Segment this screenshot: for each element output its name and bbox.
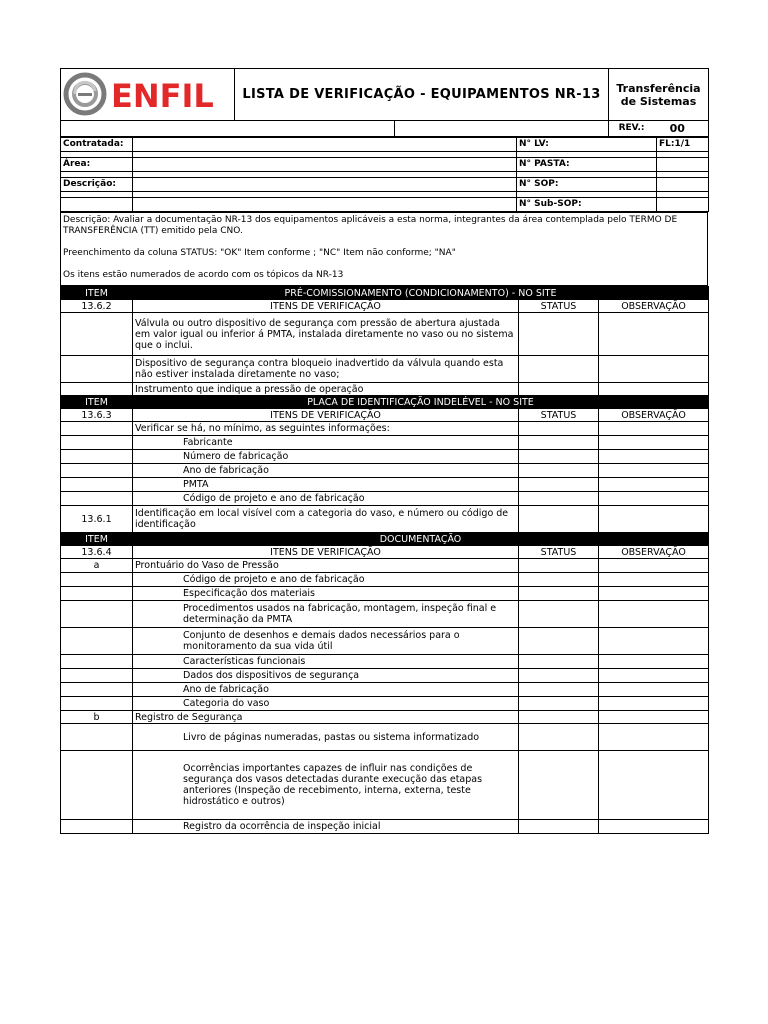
table-row: Dispositivo de segurança contra bloqueio inadvertido da válvula quando esta não estiver instalada diretamente no vaso;: [61, 356, 709, 383]
table-row: PMTA: [61, 478, 709, 492]
status-cell[interactable]: [519, 559, 599, 573]
header-table: [60, 68, 709, 137]
status-cell[interactable]: [519, 751, 599, 820]
contratada-label: Contratada:: [61, 138, 133, 152]
enfil-emblem-icon: [66, 75, 104, 113]
checklist-sheet: [60, 68, 708, 834]
section-header-placa: ITEM PLACA DE IDENTIFICAÇÃO INDELÉVEL - NO SITE: [61, 396, 709, 409]
observation-cell[interactable]: [599, 711, 709, 724]
section-header-precomissionamento: ITEM PRÉ-COMISSIONAMENTO (CONDICIONAMENTO) - NO SITE: [61, 287, 709, 300]
enfil-wordmark: ENFIL: [111, 77, 214, 115]
table-row: Características funcionais: [61, 655, 709, 669]
observation-cell[interactable]: [599, 669, 709, 683]
observation-cell[interactable]: [599, 464, 709, 478]
observation-cell[interactable]: [599, 587, 709, 601]
observation-cell[interactable]: [599, 628, 709, 655]
status-cell[interactable]: [519, 313, 599, 356]
extra-field[interactable]: [133, 198, 517, 212]
description-text: Descrição: Avaliar a documentação NR-13 dos equipamentos aplicáveis a esta norma, integrantes da área contemplada pelo TERMO DE TRANSFERÊNCIA (TT) emitido pela CNO.: [63, 215, 678, 236]
table-row: Livro de páginas numeradas, pastas ou sistema informatizado: [61, 724, 709, 751]
observation-cell[interactable]: [599, 356, 709, 383]
pasta-label: N° PASTA:: [517, 158, 657, 172]
column-header-row: 13.6.2 ITENS DE VERIFICAÇÃO STATUS OBSERVAÇÃO: [61, 300, 709, 313]
observation-cell[interactable]: [599, 450, 709, 464]
document-title: LISTA DE VERIFICAÇÃO - EQUIPAMENTOS NR-13: [235, 69, 609, 121]
status-cell[interactable]: [519, 669, 599, 683]
observation-cell[interactable]: [599, 506, 709, 533]
status-cell[interactable]: [519, 478, 599, 492]
table-row: Número de fabricação: [61, 450, 709, 464]
status-cell[interactable]: [519, 601, 599, 628]
status-cell[interactable]: [519, 422, 599, 436]
area-label: Área:: [61, 158, 133, 172]
table-row: b Registro de Segurança: [61, 711, 709, 724]
info-table: [60, 137, 709, 212]
table-row: Especificação dos materiais: [61, 587, 709, 601]
lv-label: N° LV:: [517, 138, 657, 152]
observation-cell[interactable]: [599, 601, 709, 628]
status-legend: Preenchimento da coluna STATUS: "OK" Item conforme ; "NC" Item não conforme; "NA": [63, 248, 456, 258]
table-row: Conjunto de desenhos e demais dados necessários para o monitoramento da sua vida útil: [61, 628, 709, 655]
header-blank-field[interactable]: [395, 121, 609, 137]
status-cell[interactable]: [519, 383, 599, 396]
status-cell[interactable]: [519, 464, 599, 478]
observation-cell[interactable]: [599, 573, 709, 587]
area-field[interactable]: [133, 158, 517, 172]
numbering-note: Os itens estão numerados de acordo com os tópicos da NR-13: [63, 270, 344, 280]
status-cell[interactable]: [519, 697, 599, 711]
status-cell[interactable]: [519, 492, 599, 506]
fl-label: FL:1/1: [657, 138, 709, 152]
status-cell[interactable]: [519, 573, 599, 587]
table-row: Código de projeto e ano de fabricação: [61, 573, 709, 587]
column-header-row: 13.6.3 ITENS DE VERIFICAÇÃO STATUS OBSERVAÇÃO: [61, 409, 709, 422]
description-table: [60, 212, 708, 286]
logo-cell: [61, 69, 235, 121]
table-row: Dados dos dispositivos de segurança: [61, 669, 709, 683]
observation-cell[interactable]: [599, 313, 709, 356]
table-row: Instrumento que indique a pressão de operação: [61, 383, 709, 396]
header-right-title: Transferência de Sistemas: [609, 69, 709, 121]
subsop-field[interactable]: [657, 198, 709, 212]
observation-cell[interactable]: [599, 559, 709, 573]
observation-cell[interactable]: [599, 751, 709, 820]
descricao-field[interactable]: [133, 178, 517, 192]
observation-cell[interactable]: [599, 478, 709, 492]
sop-field[interactable]: [657, 178, 709, 192]
table-row: a Prontuário do Vaso de Pressão: [61, 559, 709, 573]
status-cell[interactable]: [519, 655, 599, 669]
status-cell[interactable]: [519, 587, 599, 601]
table-row: Categoria do vaso: [61, 697, 709, 711]
observation-cell[interactable]: [599, 383, 709, 396]
status-cell[interactable]: [519, 724, 599, 751]
pasta-field[interactable]: [657, 158, 709, 172]
sop-label: N° SOP:: [517, 178, 657, 192]
checklist-table: [60, 286, 709, 834]
observation-cell[interactable]: [599, 697, 709, 711]
contratada-field[interactable]: [133, 138, 517, 152]
descricao-label: Descrição:: [61, 178, 133, 192]
status-cell[interactable]: [519, 506, 599, 533]
status-cell[interactable]: [519, 436, 599, 450]
table-row: Verificar se há, no mínimo, as seguintes informações:: [61, 422, 709, 436]
status-cell[interactable]: [519, 711, 599, 724]
observation-cell[interactable]: [599, 820, 709, 834]
rev-value: 00: [647, 121, 709, 137]
subsop-label: N° Sub-SOP:: [517, 198, 657, 212]
observation-cell[interactable]: [599, 655, 709, 669]
table-row: Válvula ou outro dispositivo de segurança com pressão de abertura ajustada em valor igual ou inferior á PMTA, instalada diretamente no vaso ou no sistema que o inclui.: [61, 313, 709, 356]
observation-cell[interactable]: [599, 724, 709, 751]
status-cell[interactable]: [519, 450, 599, 464]
table-row: 13.6.1 Identificação em local visível com a categoria do vaso, e número ou código de identificação: [61, 506, 709, 533]
section-header-documentacao: ITEM DOCUMENTAÇÃO: [61, 533, 709, 546]
table-row: Fabricante: [61, 436, 709, 450]
status-cell[interactable]: [519, 356, 599, 383]
table-row: Código de projeto e ano de fabricação: [61, 492, 709, 506]
status-cell[interactable]: [519, 628, 599, 655]
table-row: Procedimentos usados na fabricação, montagem, inspeção final e determinação da PMTA: [61, 601, 709, 628]
column-header-row: 13.6.4 ITENS DE VERIFICAÇÃO STATUS OBSERVAÇÃO: [61, 546, 709, 559]
table-row: Ano de fabricação: [61, 683, 709, 697]
observation-cell[interactable]: [599, 436, 709, 450]
observation-cell[interactable]: [599, 492, 709, 506]
observation-cell[interactable]: [599, 683, 709, 697]
table-row: Ocorrências importantes capazes de influir nas condições de segurança dos vasos detectadas durante execução das etapas anteriores (Inspeção de recebimento, interna, externa, teste hidrostático e outros): [61, 751, 709, 820]
table-row: Registro da ocorrência de inspeção inicial: [61, 820, 709, 834]
status-cell[interactable]: [519, 820, 599, 834]
status-cell[interactable]: [519, 683, 599, 697]
rev-label: REV.:: [609, 121, 647, 137]
observation-cell[interactable]: [599, 422, 709, 436]
table-row: Ano de fabricação: [61, 464, 709, 478]
enfil-logo: [61, 69, 233, 117]
